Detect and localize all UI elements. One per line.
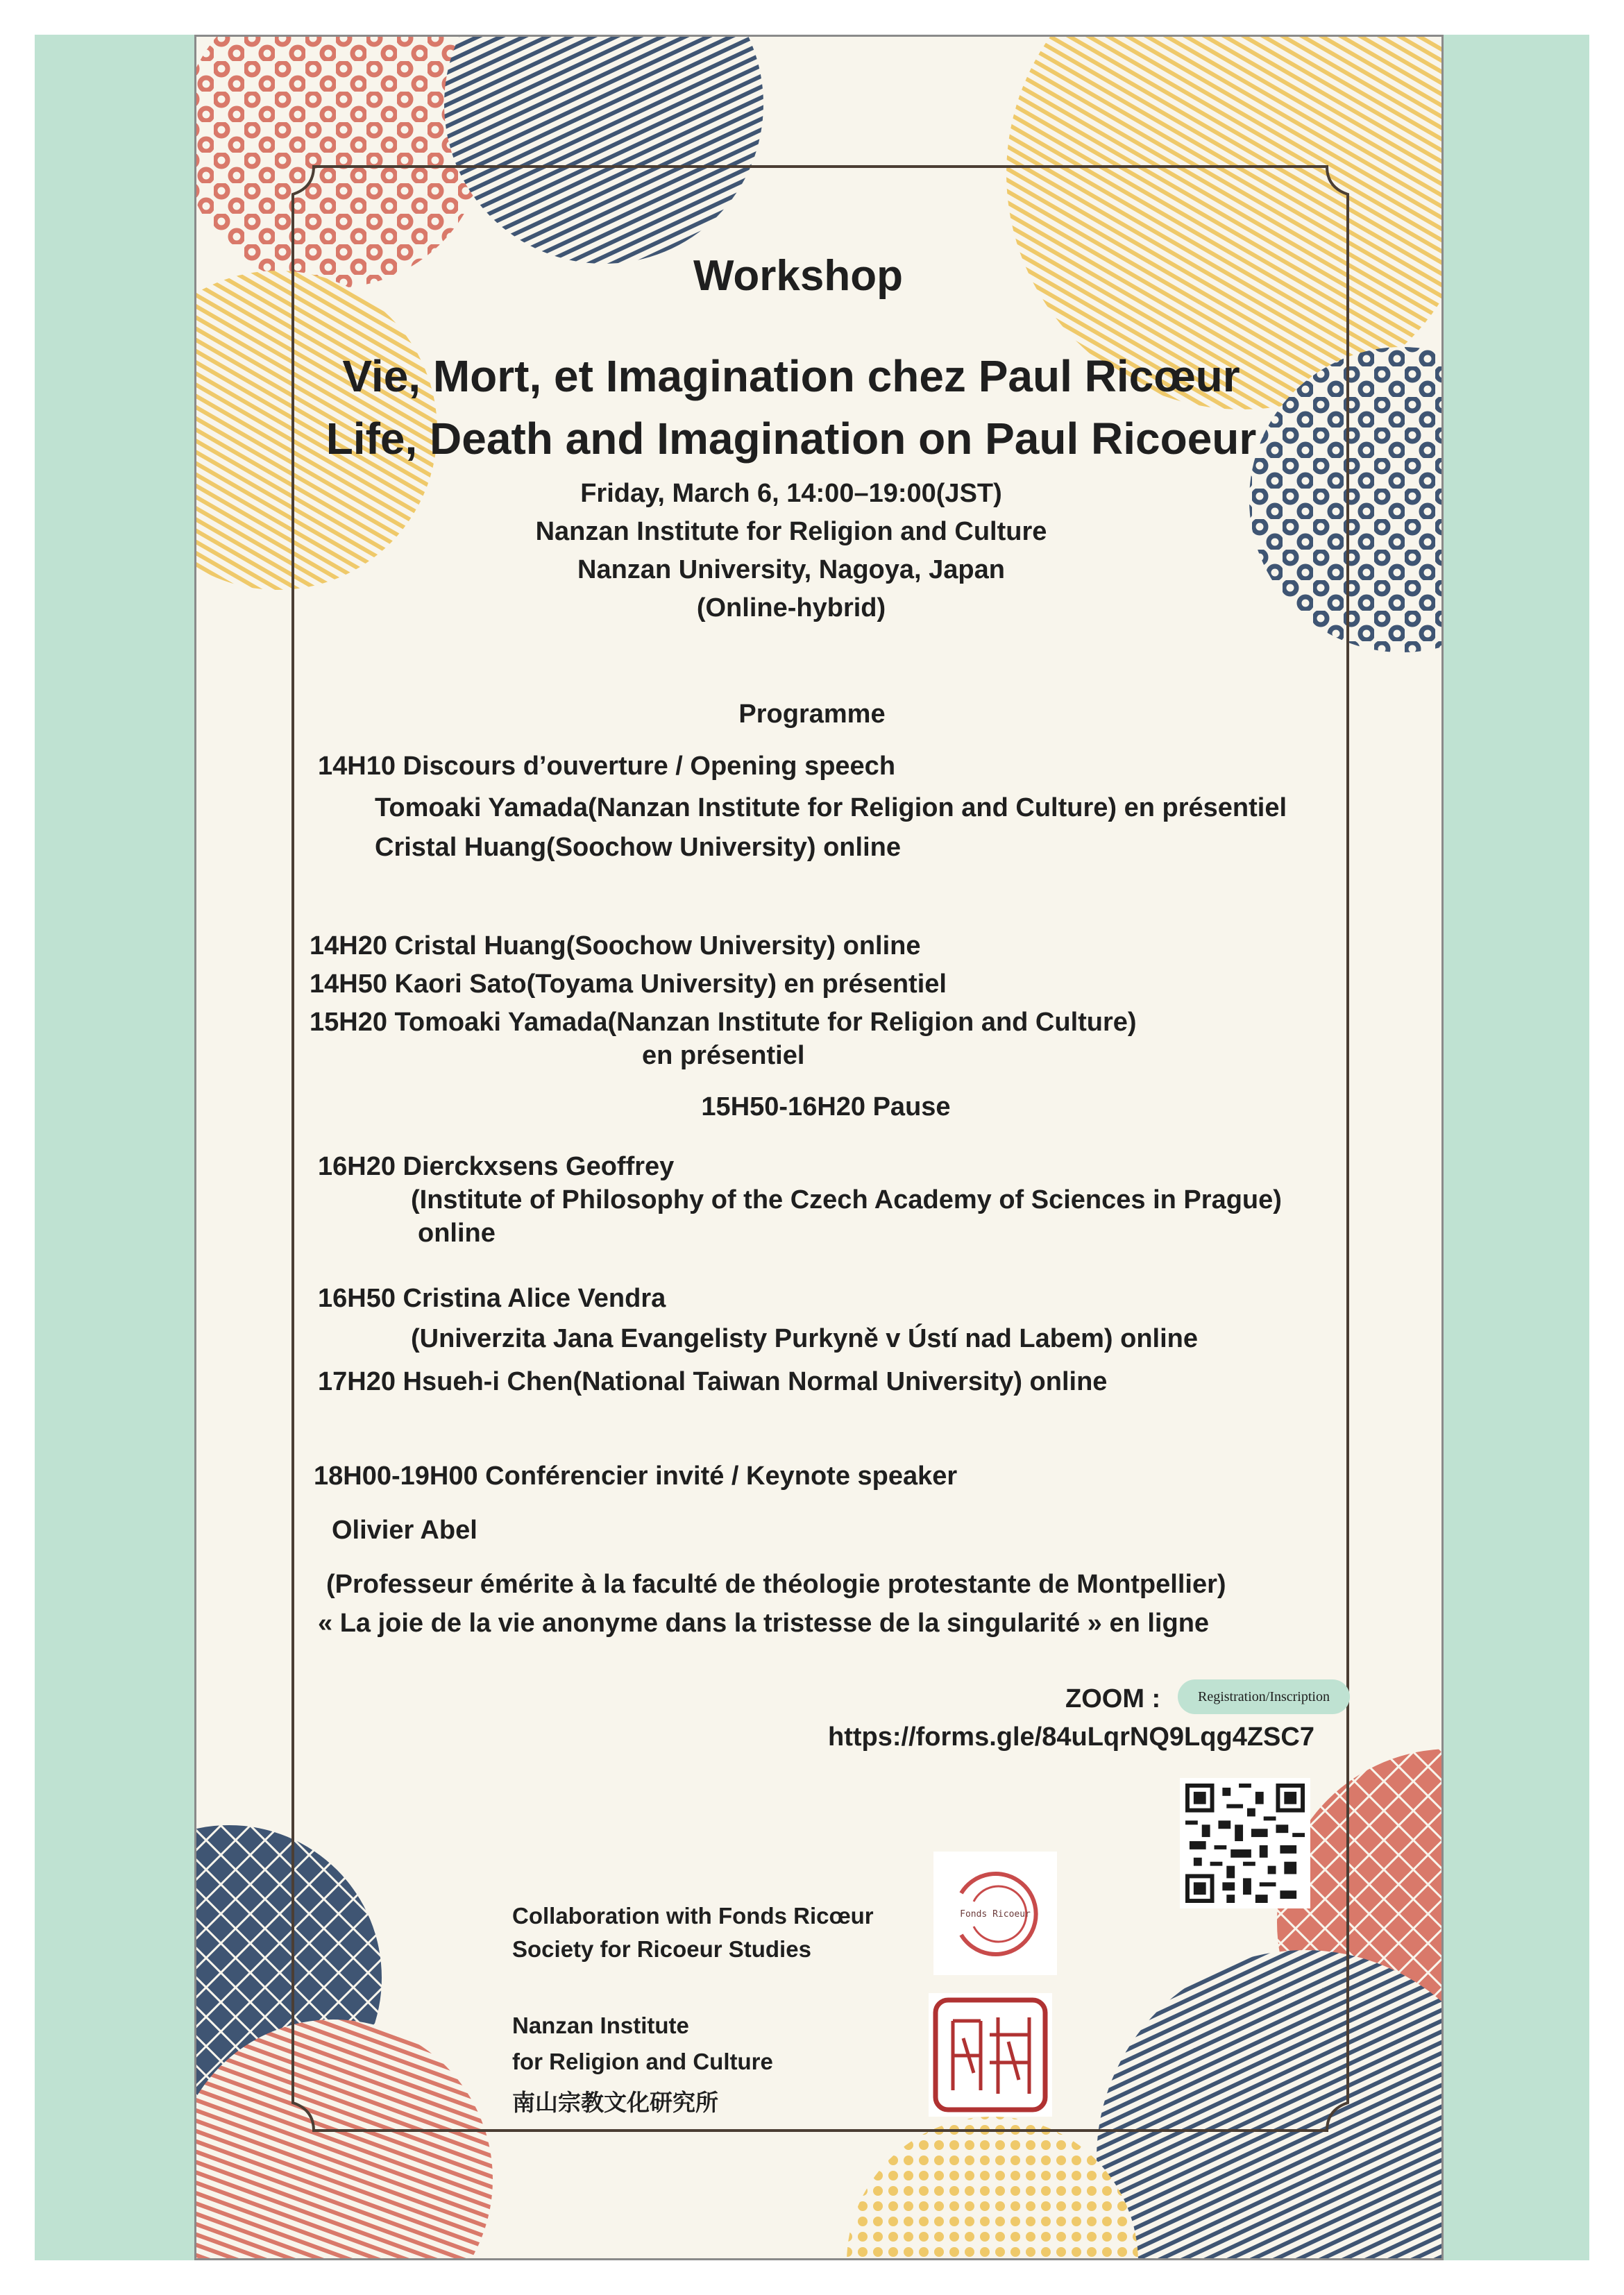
- event-format: (Online-hybrid): [696, 593, 886, 623]
- schedule-1520: 15H20 Tomoaki Yamada(Nanzan Institute for Religion and Culture): [310, 1008, 1137, 1037]
- event-location: Nanzan University, Nagoya, Japan: [577, 555, 1005, 584]
- opening-speaker-yamada: Tomoaki Yamada(Nanzan Institute for Religion and Culture) en présentiel: [375, 793, 1287, 822]
- programme-heading: Programme: [738, 700, 886, 729]
- workshop-label: Workshop: [693, 252, 903, 300]
- schedule-1620-affiliation: (Institute of Philosophy of the Czech Academy of Sciences in Prague): [411, 1185, 1282, 1214]
- registration-badge[interactable]: Registration/Inscription: [1178, 1679, 1350, 1714]
- schedule-1620-mode: online: [418, 1219, 496, 1248]
- keynote-affiliation: (Professeur émérite à la faculté de théologie protestante de Montpellier): [326, 1570, 1226, 1599]
- fonds-logo-text: Fonds Ricoeur: [960, 1909, 1031, 1920]
- schedule-1450: 14H50 Kaori Sato(Toyama University) en présentiel: [310, 969, 947, 999]
- collaboration-line-1: Collaboration with Fonds Ricœur: [512, 1903, 874, 1929]
- qr-code[interactable]: [1180, 1778, 1310, 1908]
- schedule-keynote: 18H00-19H00 Conférencier invité / Keynote speaker: [314, 1462, 958, 1491]
- schedule-pause: 15H50-16H20 Pause: [701, 1092, 951, 1121]
- organizer-line-2: for Religion and Culture: [512, 2049, 773, 2074]
- organizer-japanese-name: 南山宗教文化研究所: [512, 2090, 718, 2115]
- registration-url[interactable]: https://forms.gle/84uLqrNQ9Lqg4ZSC7: [828, 1722, 1314, 1752]
- schedule-1650-affiliation: (Univerzita Jana Evangelisty Purkyně v Ústí nad Labem) online: [411, 1324, 1199, 1353]
- schedule-1620: 16H20 Dierckxsens Geoffrey: [318, 1152, 675, 1181]
- opening-speaker-huang: Cristal Huang(Soochow University) online: [375, 833, 901, 862]
- schedule-1720: 17H20 Hsueh-i Chen(National Taiwan Normal University) online: [318, 1367, 1108, 1396]
- title-french: Vie, Mort, et Imagination chez Paul Ricœur: [342, 351, 1240, 401]
- collaboration-line-2: Society for Ricoeur Studies: [512, 1936, 811, 1962]
- keynote-speaker-name: Olivier Abel: [332, 1516, 477, 1545]
- schedule-1650: 16H50 Cristina Alice Vendra: [318, 1284, 666, 1313]
- keynote-title: « La joie de la vie anonyme dans la tristesse de la singularité » en ligne: [318, 1609, 1210, 1638]
- organizer-line-1: Nanzan Institute: [512, 2013, 689, 2038]
- title-english: Life, Death and Imagination on Paul Ricoeur: [325, 414, 1257, 464]
- zoom-label: ZOOM :: [1065, 1684, 1161, 1713]
- event-institute: Nanzan Institute for Religion and Culture: [535, 517, 1047, 546]
- schedule-opening: 14H10 Discours d’ouverture / Opening speech: [318, 752, 896, 781]
- schedule-1420: 14H20 Cristal Huang(Soochow University) online: [310, 931, 921, 960]
- fonds-ricoeur-logo: [933, 1852, 1057, 1975]
- event-date: Friday, March 6, 14:00–19:00(JST): [580, 479, 1002, 508]
- nanzan-seal-icon: [929, 1993, 1052, 2117]
- schedule-1520-mode: en présentiel: [642, 1041, 805, 1070]
